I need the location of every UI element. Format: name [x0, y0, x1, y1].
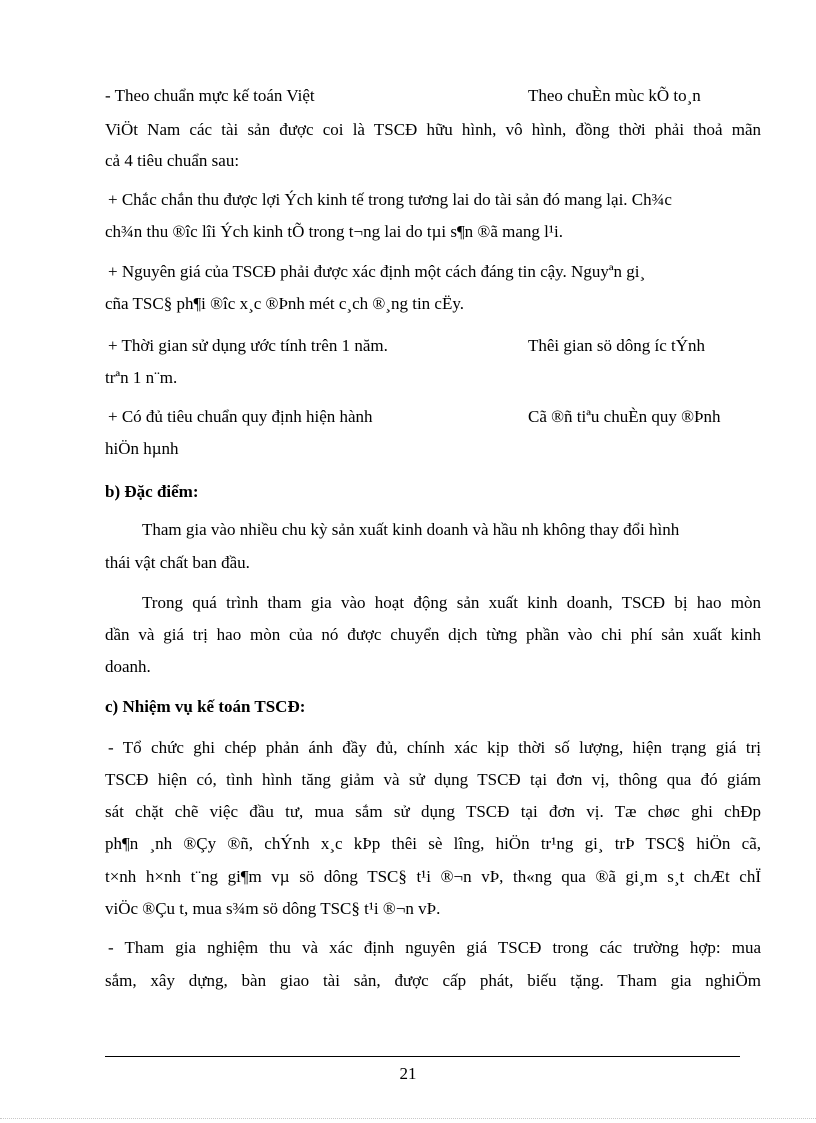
text-line: sát chặt chẽ việc đầu tư, mua sắm sử dụng TSCĐ tại đơn vị. Tæ chøc ghi chÐp [105, 802, 761, 821]
garbled-text-line: t×nh h×nh t¨ng gi¶m vµ sö dông TSC§ t¹i ®¬n vÞ, th«ng qua ®ã gi¸m s¸t chÆt chÏ [105, 867, 761, 886]
text-line: ViÖt Nam các tài sản được coi là TSCĐ hữu hình, vô hình, đồng thời phải thoả mãn [105, 120, 761, 139]
garbled-text-line: trªn 1 n¨m. [105, 368, 178, 387]
garbled-text-line: viÖc ®Çu t, mua s¾m sö dông TSC§ t¹i ®¬n vÞ. [105, 899, 441, 918]
text-line: + Chắc chắn thu được lợi Ých kinh tế trong tương lai do tài sản đó mang lại. Ch¾c [108, 190, 672, 209]
text-line: doanh. [105, 657, 151, 676]
text-line: Tham gia vào nhiều chu kỳ sản xuất kinh doanh và hầu nh không thay đổi hình [142, 520, 680, 539]
text-line: cả 4 tiêu chuẩn sau: [105, 151, 240, 170]
garbled-text-line: hiÖn hµnh [105, 439, 179, 458]
text-line: TSCĐ hiện có, tình hình tăng giảm và sử dụng TSCĐ tại đơn vị, thông qua đó giám [105, 770, 761, 789]
text-segment: + Có đủ tiêu chuẩn quy định hiện hành [108, 407, 373, 426]
text-segment: - Theo chuẩn mực kế toán Việt [105, 86, 315, 105]
footer-divider [105, 1056, 740, 1057]
garbled-text-line: ph¶n ¸nh ®Çy ®ñ, chÝnh x¸c kÞp thêi sè lîng, hiÖn tr¹ng gi¸ trÞ TSC§ hiÖn cã, [105, 834, 761, 853]
text-segment: + Thời gian sử dụng ước tính trên 1 năm. [108, 336, 388, 355]
garbled-text-segment: Theo chuÈn mùc kÕ to¸n [528, 86, 701, 105]
section-heading: c) Nhiệm vụ kế toán TSCĐ: [105, 697, 306, 716]
text-line: dần và giá trị hao mòn của nó được chuyển dịch từng phần vào chi phí sản xuất kinh [105, 625, 761, 644]
text-line: - Tham gia nghiệm thu và xác định nguyên giá TSCĐ trong các trường hợp: mua [108, 938, 761, 957]
section-heading: b) Đặc điểm: [105, 482, 199, 501]
page-bottom-dotted-edge [0, 1118, 816, 1119]
garbled-text-line: cña TSC§ ph¶i ®îc x¸c ®Þnh mét c¸ch ®¸ng tin cËy. [105, 294, 464, 313]
garbled-text-segment: Thêi gian sö dông íc tÝnh [528, 336, 706, 355]
garbled-text-segment: Cã ®ñ tiªu chuÈn quy ®Þnh [528, 407, 721, 426]
page-number: 21 [399, 1064, 417, 1083]
text-line: + Nguyên giá của TSCĐ phải được xác định một cách đáng tin cậy. Nguyªn gi¸ [108, 262, 646, 281]
text-line: - Tổ chức ghi chép phản ánh đầy đủ, chính xác kịp thời số lượng, hiện trạng giá trị [108, 738, 761, 757]
garbled-text-line: ch¾n thu ®îc lîi Ých kinh tÕ trong t¬ng lai do tµi s¶n ®ã mang l¹i. [105, 222, 563, 241]
text-line: sắm, xây dựng, bàn giao tài sản, được cấp phát, biếu tặng. Tham gia nghiÖm [105, 971, 761, 990]
text-line: thái vật chất ban đầu. [105, 553, 250, 572]
text-line: Trong quá trình tham gia vào hoạt động sản xuất kinh doanh, TSCĐ bị hao mòn [142, 593, 761, 612]
